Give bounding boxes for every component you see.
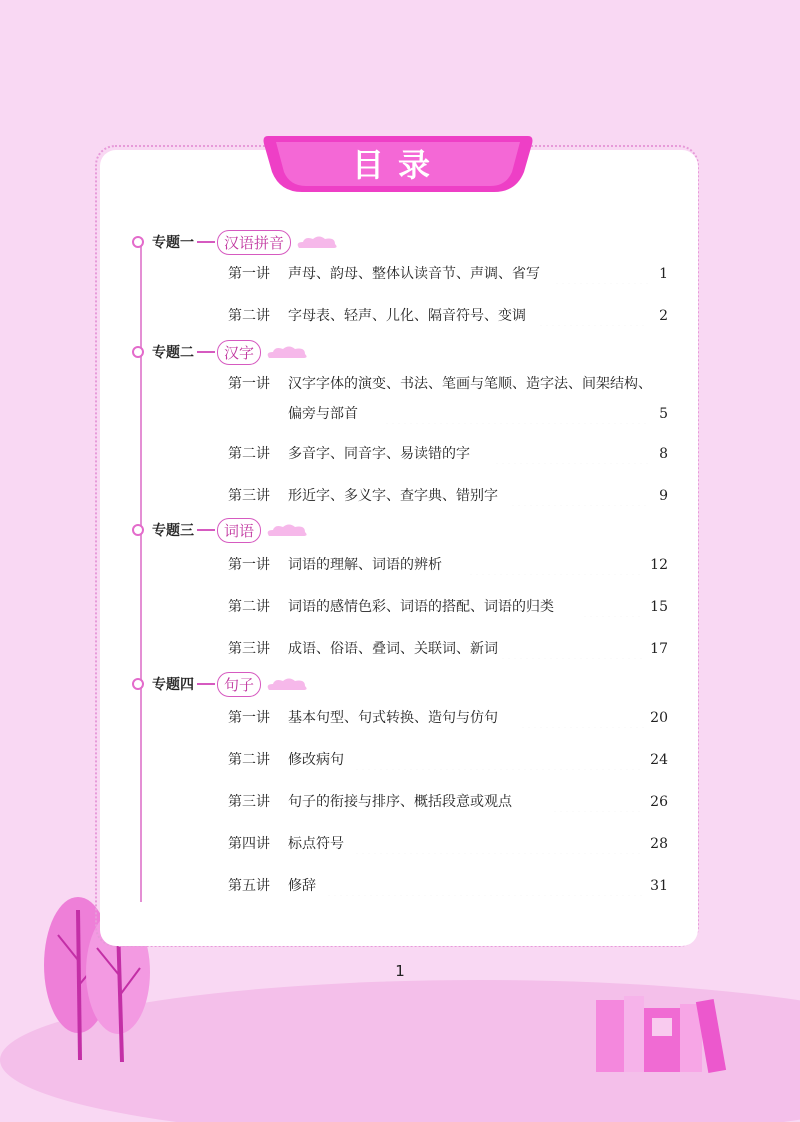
leader-dots [552,792,644,812]
lesson-title: 形近字、多义字、查字典、错别字 [288,488,498,504]
leader-dots [520,708,644,728]
leader-dots [494,444,648,464]
lesson-title: 修改病句 [288,752,344,768]
lesson-title: 成语、俗语、叠词、关联词、新词 [288,641,498,657]
topic-label: 专题四 [152,677,194,693]
lesson-title: 声母、韵母、整体认读音节、声调、省写 [288,266,540,282]
lesson-title: 基本句型、句式转换、造句与仿句 [288,710,498,726]
page-title: 目录 [351,146,444,184]
lesson-number: 第五讲 [228,878,270,894]
leader-dots [354,834,644,854]
cloud-icon [295,234,339,250]
lesson-number: 第三讲 [228,794,270,810]
lesson-number: 第一讲 [228,266,270,282]
cloud-icon [265,344,309,360]
page-ref: 28 [650,836,668,852]
timeline-dot-icon [132,678,144,690]
leader-dots [326,876,644,896]
lesson-title: 修辞 [288,878,316,894]
lesson-title-continued: 偏旁与部首 [288,406,358,422]
lesson-title: 词语的理解、词语的辨析 [288,557,442,573]
lesson-title: 多音字、同音字、易读错的字 [288,446,470,462]
lesson-title: 标点符号 [288,836,344,852]
connector-line [197,683,215,685]
page-ref: 20 [650,710,668,726]
lesson-number: 第二讲 [228,752,270,768]
connector-line [197,529,215,531]
topic-header [132,672,309,696]
lesson-title: 字母表、轻声、儿化、隔音符号、变调 [288,308,526,324]
timeline-dot-icon [132,524,144,536]
lesson-number: 第二讲 [228,599,270,615]
topic-header [132,230,339,254]
page-ref: 8 [659,446,668,462]
page-ref: 24 [650,752,668,768]
lesson-number: 第一讲 [228,710,270,726]
timeline-dot-icon [132,346,144,358]
lesson-number: 第二讲 [228,446,270,462]
topic-label: 专题三 [152,523,194,539]
leader-dots [500,639,644,659]
page-ref: 1 [659,266,668,282]
leader-dots [582,597,644,617]
lesson-number: 第四讲 [228,836,270,852]
cloud-icon [265,676,309,692]
topic-header [132,518,309,542]
timeline-dot-icon [132,236,144,248]
lesson-title: 词语的感情色彩、词语的搭配、词语的归类 [288,599,554,615]
lesson-title: 汉字字体的演变、书法、笔画与笔顺、造字法、间架结构、 [288,376,652,392]
leader-dots [354,750,644,770]
page-ref: 26 [650,794,668,810]
leader-dots [554,264,648,284]
page-ref: 15 [650,599,668,615]
page-ref: 5 [659,406,668,422]
topic-header [132,340,309,364]
topic-name: 汉语拼音 [217,230,291,255]
connector-line [197,351,215,353]
lesson-title: 句子的衔接与排序、概括段意或观点 [288,794,512,810]
page-ref: 31 [650,878,668,894]
leader-dots [538,306,648,326]
leader-dots [384,404,648,424]
topic-label: 专题二 [152,345,194,361]
leader-dots [510,486,648,506]
page-number: 1 [395,962,405,980]
topic-label: 专题一 [152,235,194,251]
topic-name: 句子 [217,672,261,697]
page-ref: 2 [659,308,668,324]
lesson-number: 第二讲 [228,308,270,324]
connector-line [197,241,215,243]
lesson-number: 第三讲 [228,641,270,657]
lesson-number: 第一讲 [228,376,270,392]
lesson-number: 第一讲 [228,557,270,573]
lesson-number: 第三讲 [228,488,270,504]
page-ref: 12 [650,557,668,573]
leader-dots [468,555,644,575]
topic-name: 词语 [217,518,261,543]
cloud-icon [265,522,309,538]
page-ref: 9 [659,488,668,504]
page-ref: 17 [650,641,668,657]
topic-name: 汉字 [217,340,261,365]
